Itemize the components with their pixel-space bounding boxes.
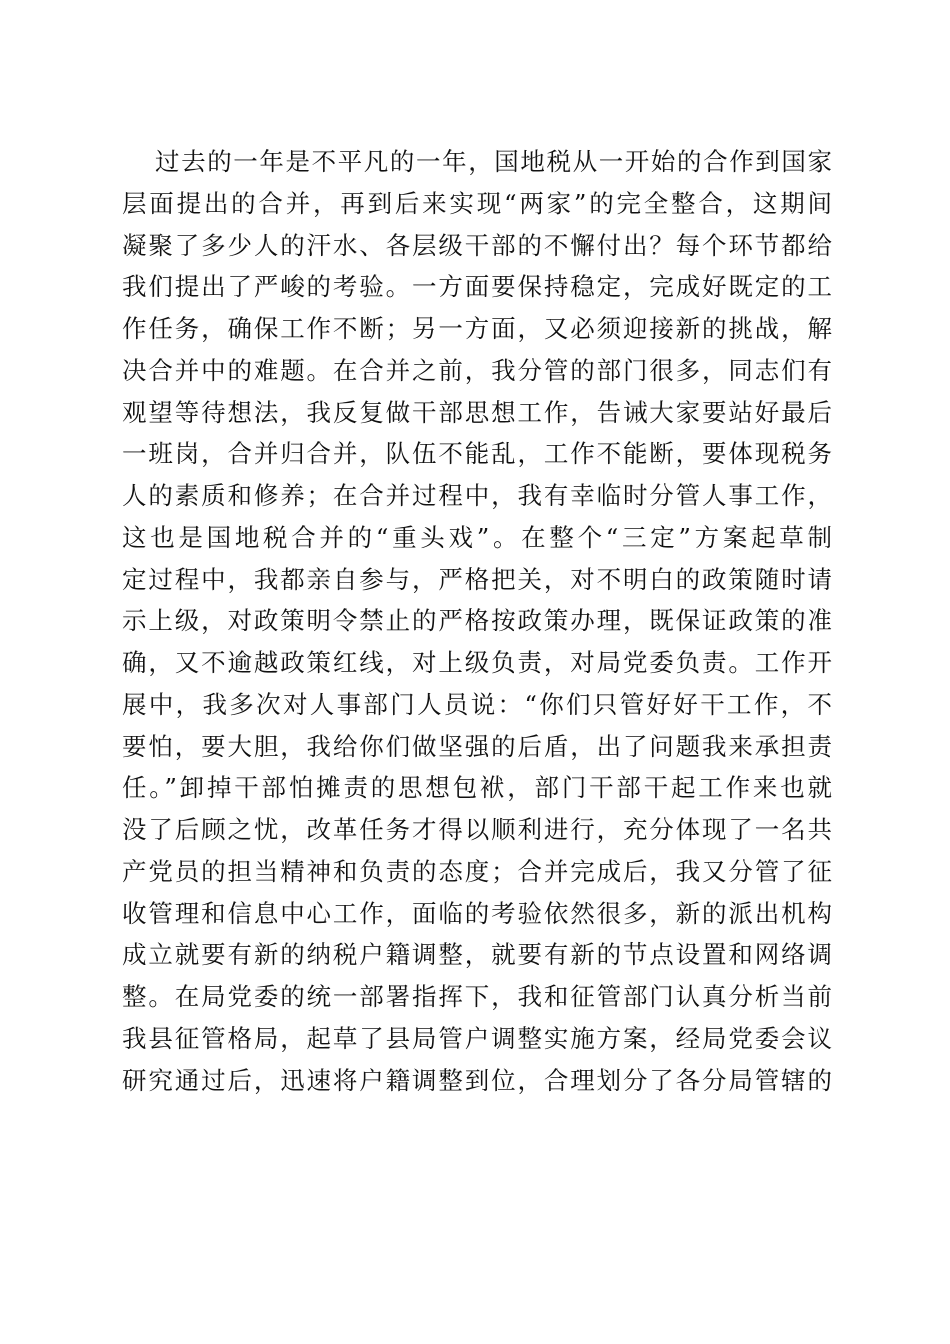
body-paragraph [122, 141, 832, 1101]
paragraph-line: 一班岗，合并归合并，队伍不能乱，工作不能断，要体现税务 [122, 439, 832, 469]
paragraph-line: 作任务，确保工作不断；另一方面，又必须迎接新的挑战，解 [122, 314, 832, 343]
paragraph-line: 产党员的担当精神和负责的态度；合并完成后，我又分管了征 [122, 856, 832, 886]
paragraph-line: 观望等待想法，我反复做干部思想工作，告诫大家要站好最后 [122, 397, 832, 427]
paragraph-line: 我县征管格局，起草了县局管户调整实施方案，经局党委会议 [122, 1023, 832, 1053]
paragraph-line: 收管理和信息中心工作，面临的考验依然很多，新的派出机构 [122, 898, 832, 928]
paragraph-line: 层面提出的合并，再到后来实现“两家”的完全整合，这期间 [122, 188, 832, 218]
paragraph-line: 研究通过后，迅速将户籍调整到位，合理划分了各分局管辖的 [122, 1065, 832, 1095]
paragraph-line: 过去的一年是不平凡的一年，国地税从一开始的合作到国家 [155, 147, 832, 176]
paragraph-line: 我们提出了严峻的考验。一方面要保持稳定，完成好既定的工 [122, 272, 832, 302]
paragraph-line: 这也是国地税合并的“重头戏”。在整个“三定”方案起草制 [122, 522, 832, 552]
paragraph-line: 人的素质和修养；在合并过程中，我有幸临时分管人事工作， [122, 481, 832, 510]
paragraph-line: 确，又不逾越政策红线，对上级负责，对局党委负责。工作开 [122, 648, 832, 677]
paragraph-line: 展中，我多次对人事部门人员说：“你们只管好好干工作，不 [122, 689, 832, 719]
paragraph-line: 示上级，对政策明令禁止的严格按政策办理，既保证政策的准 [122, 606, 832, 636]
paragraph-line: 任。”卸掉干部怕摊责的思想包袱，部门干部干起工作来也就 [122, 773, 832, 803]
paragraph-line: 定过程中，我都亲自参与，严格把关，对不明白的政策随时请 [122, 564, 832, 594]
paragraph-line: 凝聚了多少人的汗水、各层级干部的不懈付出？每个环节都给 [122, 230, 832, 260]
paragraph-line: 要怕，要大胆，我给你们做坚强的后盾，出了问题我来承担责 [122, 731, 832, 761]
paragraph-line: 没了后顾之忧，改革任务才得以顺利进行，充分体现了一名共 [122, 815, 832, 844]
paragraph-line: 成立就要有新的纳税户籍调整，就要有新的节点设置和网络调 [122, 940, 832, 970]
paragraph-line: 决合并中的难题。在合并之前，我分管的部门很多，同志们有 [122, 355, 832, 385]
paragraph-line: 整。在局党委的统一部署指挥下，我和征管部门认真分析当前 [122, 982, 832, 1011]
